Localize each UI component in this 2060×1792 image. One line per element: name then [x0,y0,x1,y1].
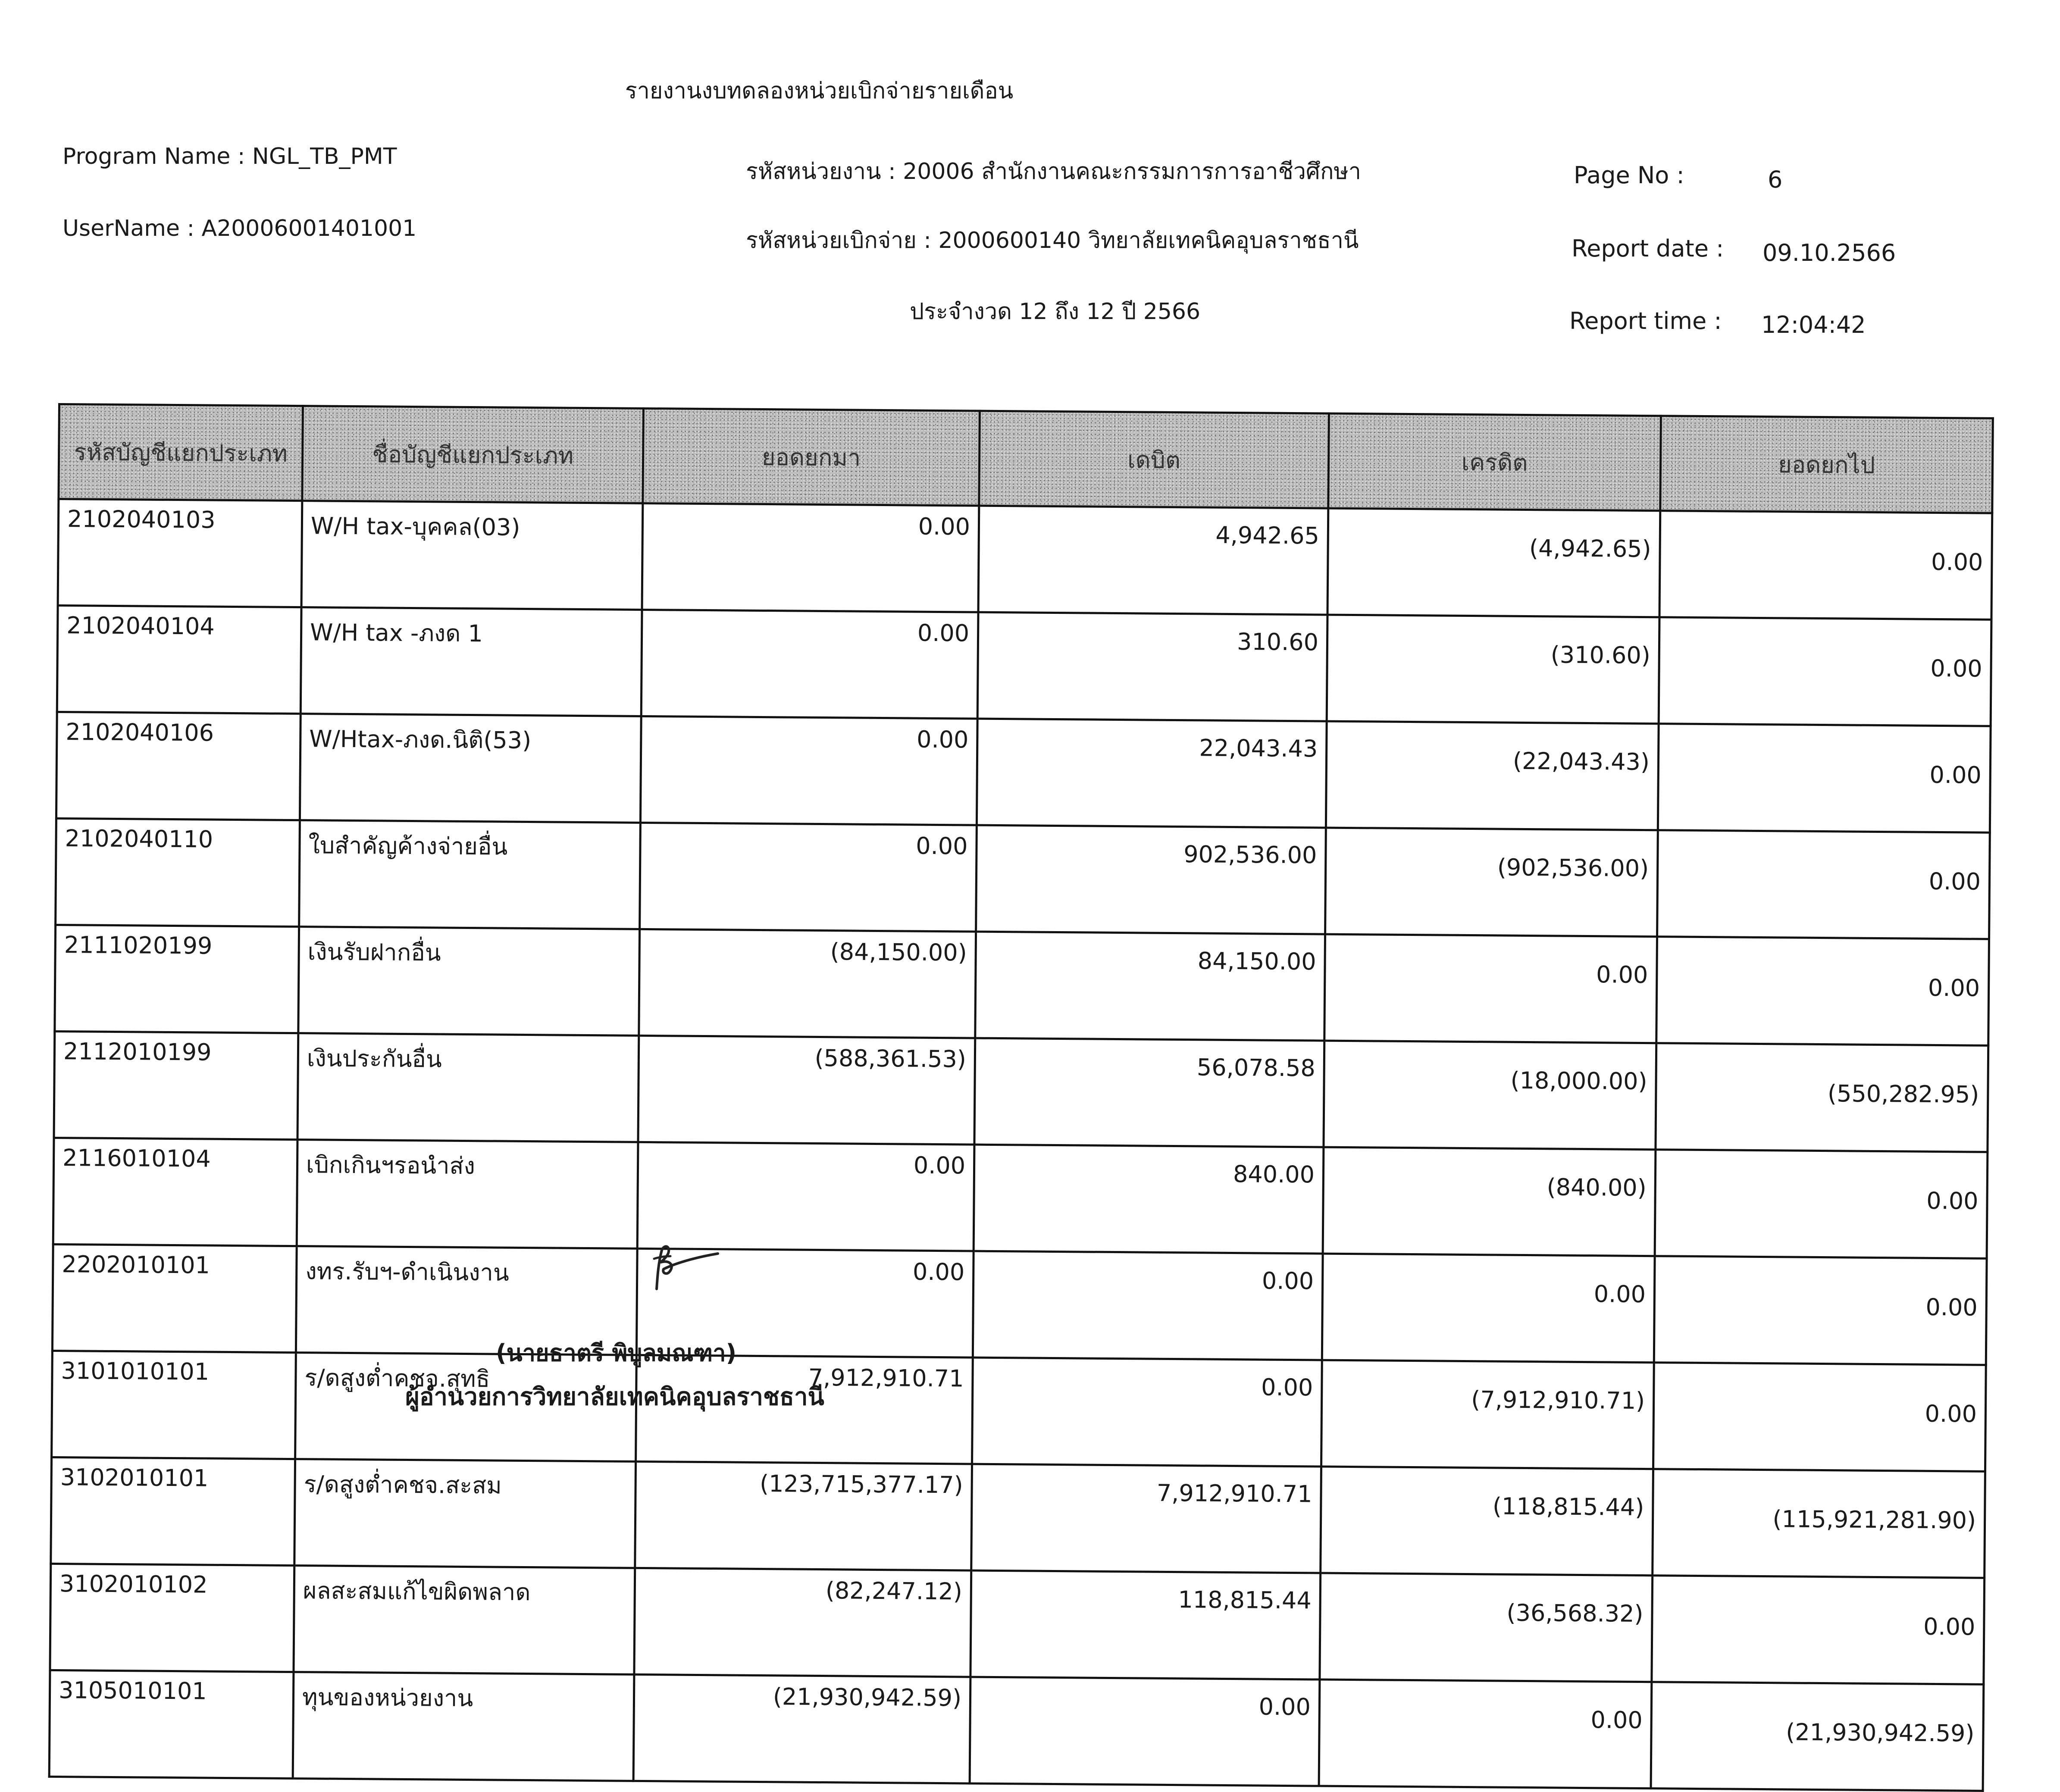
report-time-label: Report time : [1569,307,1722,335]
carried-forward-cell: 0.00 [1657,830,1990,939]
brought-forward-cell: 0.00 [640,716,977,825]
account-code-cell: 3102010102 [50,1564,294,1672]
debit-cell: 310.60 [977,612,1327,721]
report-title: รายงานงบทดลองหน่วยเบิกจ่ายรายเดือน [625,78,1014,104]
brought-forward-cell: (84,150.00) [639,929,976,1038]
carried-forward-cell: 0.00 [1655,1150,1988,1259]
account-name-cell: ใบสำคัญค้างจ่ายอื่น [299,820,641,929]
account-code-cell: 2102040106 [56,712,301,820]
carried-forward-cell: 0.00 [1652,1576,1985,1685]
carried-forward-cell: 0.00 [1654,1256,1987,1365]
carried-forward-cell: (21,930,942.59) [1651,1682,1984,1791]
header-account-code: รหัสบัญชีแยกประเภท [59,404,303,501]
credit-cell: (118,815.44) [1321,1467,1653,1576]
table-row [56,712,1991,832]
carried-forward-cell: (115,921,281.90) [1653,1469,1985,1578]
account-code-cell: 2202010101 [52,1244,297,1352]
account-code-cell: 2102040103 [58,499,302,607]
table-row [57,606,1991,726]
account-code-cell: 2112010199 [54,1031,298,1139]
account-name-cell: เงินประกันอื่น [297,1033,639,1142]
carried-forward-cell: 0.00 [1653,1363,1986,1472]
credit-cell: (310.60) [1327,615,1659,724]
report-date-value: 09.10.2566 [1763,239,1896,266]
credit-cell: 0.00 [1322,1254,1655,1363]
brought-forward-cell: 0.00 [637,1142,974,1251]
account-code-cell: 3105010101 [49,1670,294,1778]
credit-cell: (902,536.00) [1325,828,1658,937]
debit-cell: 0.00 [970,1677,1320,1786]
table-row [51,1457,1985,1578]
disbursing-unit-code: รหัสหน่วยเบิกจ่าย : 2000600140 วิทยาลัยเทคนิคอุบลราชธานี [746,228,1359,253]
debit-cell: 84,150.00 [975,932,1325,1041]
account-name-cell: ทุนของหน่วยงาน [293,1672,634,1781]
credit-cell: (36,568.32) [1320,1573,1653,1682]
brought-forward-cell: (588,361.53) [638,1035,975,1145]
table-row [52,1244,1987,1365]
account-code-cell: 2111020199 [55,925,299,1033]
carried-forward-cell: (550,282.95) [1656,1043,1988,1152]
account-name-cell: เบิกเกินฯรอนำส่ง [297,1140,638,1249]
username: UserName : A20006001401001 [63,216,417,241]
table-row [56,818,1990,939]
debit-cell: 902,536.00 [976,825,1326,934]
account-name-cell: W/H tax-บุคคล(03) [301,501,643,610]
credit-cell: (4,942.65) [1327,508,1660,617]
debit-cell: 56,078.58 [974,1038,1324,1147]
signatory-name: (นายธาตรี พิบูลมณฑา) [496,1339,737,1367]
carried-forward-cell: 0.00 [1659,617,1991,726]
account-name-cell: งทร.รับฯ-ดำเนินงาน [296,1246,637,1355]
debit-cell: 118,815.44 [971,1570,1321,1679]
carried-forward-cell: 0.00 [1656,937,1989,1046]
account-name-cell: W/Htax-ภงด.นิติ(53) [300,714,641,823]
brought-forward-cell: 7,912,910.71 [636,1355,973,1464]
account-code-cell: 2116010104 [53,1138,297,1246]
brought-forward-cell: (82,247.12) [634,1568,971,1677]
brought-forward-cell: 0.00 [640,823,977,932]
account-name-cell: ผลสะสมแก้ไขผิดพลาด [294,1566,635,1675]
brought-forward-cell: (123,715,377.17) [635,1461,972,1570]
credit-cell: (18,000.00) [1324,1041,1656,1150]
account-name-cell: ร/ดสูงต่ำคชจ.สะสม [294,1459,636,1568]
carried-forward-cell: 0.00 [1658,724,1991,833]
header-brought-forward: ยอดยกมา [643,408,980,506]
account-code-cell: 3101010101 [52,1351,296,1459]
account-name-cell: W/H tax -ภงด 1 [301,607,642,716]
credit-cell: 0.00 [1324,934,1657,1043]
table-row [50,1564,1985,1684]
table-row [49,1670,1984,1791]
credit-cell: 0.00 [1319,1679,1652,1789]
debit-cell: 0.00 [972,1357,1322,1467]
credit-cell: (840.00) [1323,1147,1656,1256]
table-row [52,1351,1986,1471]
account-code-cell: 2102040104 [57,606,301,714]
account-code-cell: 2102040110 [56,818,300,926]
table-row [53,1138,1988,1258]
brought-forward-cell: (21,930,942.59) [633,1674,971,1783]
debit-cell: 7,912,910.71 [971,1464,1321,1573]
account-name-cell: ร/ดสูงต่ำคชจ.สุทธิ [295,1353,637,1462]
report-period: ประจำงวด 12 ถึง 12 ปี 2566 [910,299,1201,325]
report-time-value: 12:04:42 [1761,311,1866,338]
table-header-row [59,404,1993,513]
page-no-value: 6 [1768,166,1783,193]
page-no-label: Page No : [1574,162,1684,189]
report-date-label: Report date : [1572,235,1724,262]
header-credit: เครดิต [1328,413,1661,511]
program-name: Program Name : NGL_TB_PMT [63,144,397,169]
table-row [58,499,1992,620]
brought-forward-cell: 0.00 [642,503,979,612]
table-row [54,1031,1988,1152]
account-code-cell: 3102010101 [51,1457,295,1565]
table-row [55,925,1989,1045]
trial-balance-table [48,403,1994,1792]
debit-cell: 840.00 [974,1145,1324,1254]
debit-cell: 22,043.43 [977,719,1327,828]
debit-cell: 0.00 [973,1251,1323,1360]
account-name-cell: เงินรับฝากอื่น [298,927,640,1036]
carried-forward-cell: 0.00 [1659,511,1992,620]
credit-cell: (7,912,910.71) [1321,1360,1654,1469]
header-account-name: ชื่อบัญชีแยกประเภท [302,406,644,504]
handwritten-signature [649,1242,726,1293]
credit-cell: (22,043.43) [1326,721,1659,830]
brought-forward-cell: 0.00 [636,1248,974,1357]
signatory-position: ผู้อำนวยการวิทยาลัยเทคนิคอุบลราชธานี [405,1383,824,1411]
debit-cell: 4,942.65 [978,506,1328,615]
agency-code: รหัสหน่วยงาน : 20006 สำนักงานคณะกรรมการการอาชีวศึกษา [746,159,1361,185]
header-carried-forward: ยอดยกไป [1660,416,1993,513]
header-debit: เดบิต [979,411,1329,508]
brought-forward-cell: 0.00 [641,610,978,719]
